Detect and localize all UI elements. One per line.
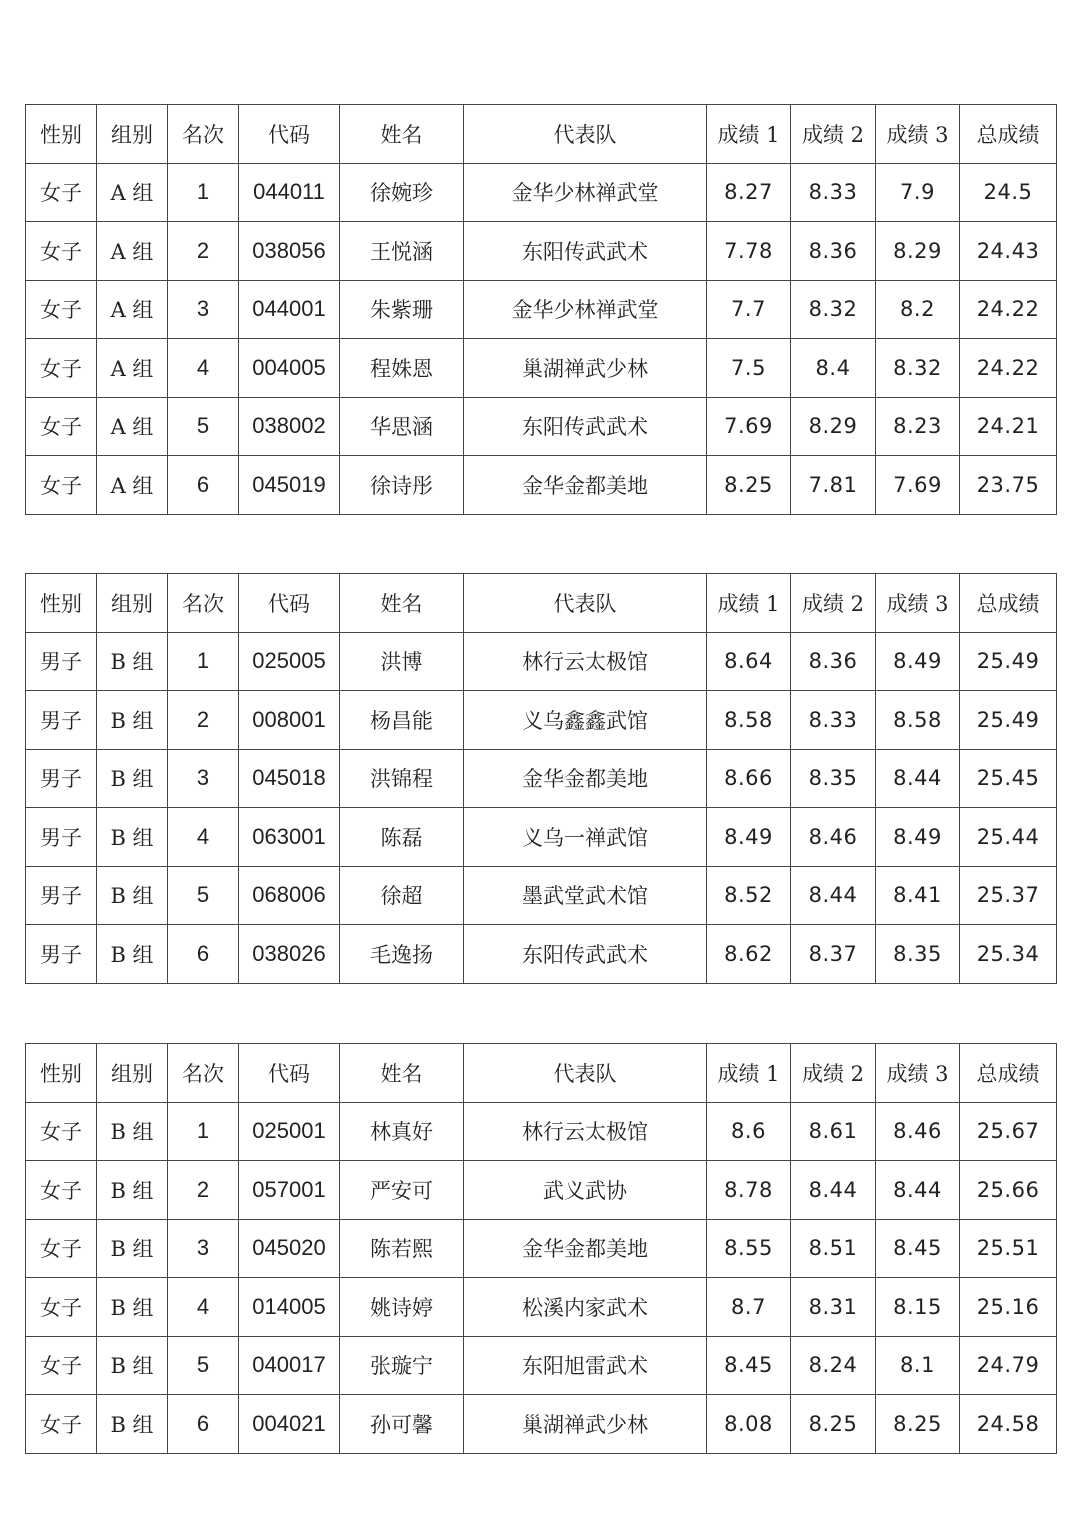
cell-rank: 3 bbox=[168, 1219, 239, 1278]
cell-team: 义乌鑫鑫武馆 bbox=[464, 691, 707, 750]
cell-rank: 4 bbox=[168, 1278, 239, 1337]
cell-name: 严安可 bbox=[340, 1161, 464, 1220]
cell-score-3: 8.2 bbox=[876, 280, 960, 339]
cell-score-3: 8.46 bbox=[876, 1102, 960, 1161]
cell-name: 朱紫珊 bbox=[340, 280, 464, 339]
cell-score-2: 8.33 bbox=[791, 691, 876, 750]
cell-name: 姚诗婷 bbox=[340, 1278, 464, 1337]
cell-group: A 组 bbox=[97, 397, 168, 456]
cell-name: 陈磊 bbox=[340, 808, 464, 867]
cell-score-2: 8.36 bbox=[791, 222, 876, 281]
cell-rank: 3 bbox=[168, 280, 239, 339]
cell-group: B 组 bbox=[97, 808, 168, 867]
header-score-1: 成绩 1 bbox=[707, 574, 791, 633]
cell-rank: 5 bbox=[168, 1336, 239, 1395]
cell-score-1: 8.78 bbox=[707, 1161, 791, 1220]
cell-total-score: 24.43 bbox=[960, 222, 1057, 281]
results-table-3 bbox=[25, 1043, 1057, 1454]
cell-rank: 6 bbox=[168, 925, 239, 984]
header-rank: 名次 bbox=[168, 1044, 239, 1103]
cell-group: B 组 bbox=[97, 691, 168, 750]
cell-total-score: 25.49 bbox=[960, 632, 1057, 691]
cell-code: 004021 bbox=[239, 1395, 340, 1454]
header-code: 代码 bbox=[239, 1044, 340, 1103]
cell-code: 045020 bbox=[239, 1219, 340, 1278]
cell-rank: 5 bbox=[168, 866, 239, 925]
cell-score-1: 8.52 bbox=[707, 866, 791, 925]
cell-score-2: 8.46 bbox=[791, 808, 876, 867]
table-row bbox=[26, 632, 1057, 691]
cell-team: 金华金都美地 bbox=[464, 749, 707, 808]
cell-team: 林行云太极馆 bbox=[464, 1102, 707, 1161]
cell-total-score: 25.37 bbox=[960, 866, 1057, 925]
cell-total-score: 24.58 bbox=[960, 1395, 1057, 1454]
cell-code: 008001 bbox=[239, 691, 340, 750]
cell-gender: 男子 bbox=[26, 749, 97, 808]
header-row bbox=[26, 1044, 1057, 1103]
cell-team: 金华少林禅武堂 bbox=[464, 163, 707, 222]
header-score-3: 成绩 3 bbox=[876, 574, 960, 633]
table-row bbox=[26, 691, 1057, 750]
cell-total-score: 24.79 bbox=[960, 1336, 1057, 1395]
cell-code: 044001 bbox=[239, 280, 340, 339]
cell-total-score: 25.67 bbox=[960, 1102, 1057, 1161]
cell-total-score: 24.21 bbox=[960, 397, 1057, 456]
cell-name: 徐超 bbox=[340, 866, 464, 925]
cell-name: 华思涵 bbox=[340, 397, 464, 456]
header-team: 代表队 bbox=[464, 1044, 707, 1103]
cell-name: 洪锦程 bbox=[340, 749, 464, 808]
header-group: 组别 bbox=[97, 105, 168, 164]
cell-score-3: 8.44 bbox=[876, 749, 960, 808]
cell-code: 038056 bbox=[239, 222, 340, 281]
cell-gender: 女子 bbox=[26, 1395, 97, 1454]
cell-score-3: 8.49 bbox=[876, 808, 960, 867]
cell-code: 025005 bbox=[239, 632, 340, 691]
cell-score-1: 8.62 bbox=[707, 925, 791, 984]
cell-gender: 男子 bbox=[26, 866, 97, 925]
header-code: 代码 bbox=[239, 574, 340, 633]
cell-team: 东阳传武武术 bbox=[464, 397, 707, 456]
cell-code: 004005 bbox=[239, 339, 340, 398]
header-name: 姓名 bbox=[340, 1044, 464, 1103]
header-group: 组别 bbox=[97, 574, 168, 633]
cell-score-3: 8.29 bbox=[876, 222, 960, 281]
cell-gender: 女子 bbox=[26, 1278, 97, 1337]
cell-score-1: 8.49 bbox=[707, 808, 791, 867]
table-row bbox=[26, 397, 1057, 456]
cell-gender: 男子 bbox=[26, 632, 97, 691]
table-row bbox=[26, 222, 1057, 281]
cell-score-3: 8.32 bbox=[876, 339, 960, 398]
cell-team: 巢湖禅武少林 bbox=[464, 339, 707, 398]
cell-gender: 女子 bbox=[26, 1161, 97, 1220]
table-row bbox=[26, 1219, 1057, 1278]
cell-name: 徐诗彤 bbox=[340, 456, 464, 515]
cell-score-1: 7.7 bbox=[707, 280, 791, 339]
cell-name: 程姝恩 bbox=[340, 339, 464, 398]
cell-score-2: 8.31 bbox=[791, 1278, 876, 1337]
cell-score-3: 8.15 bbox=[876, 1278, 960, 1337]
cell-rank: 4 bbox=[168, 808, 239, 867]
cell-rank: 3 bbox=[168, 749, 239, 808]
table-row bbox=[26, 163, 1057, 222]
cell-score-2: 8.25 bbox=[791, 1395, 876, 1454]
cell-score-1: 7.69 bbox=[707, 397, 791, 456]
table-row bbox=[26, 749, 1057, 808]
cell-rank: 2 bbox=[168, 222, 239, 281]
header-gender: 性别 bbox=[26, 105, 97, 164]
cell-rank: 5 bbox=[168, 397, 239, 456]
cell-gender: 女子 bbox=[26, 339, 97, 398]
table-row bbox=[26, 339, 1057, 398]
cell-score-3: 8.49 bbox=[876, 632, 960, 691]
cell-team: 金华金都美地 bbox=[464, 456, 707, 515]
cell-name: 杨昌能 bbox=[340, 691, 464, 750]
cell-score-1: 8.45 bbox=[707, 1336, 791, 1395]
header-total-score: 总成绩 bbox=[960, 1044, 1057, 1103]
header-total-score: 总成绩 bbox=[960, 105, 1057, 164]
header-rank: 名次 bbox=[168, 105, 239, 164]
cell-score-3: 8.23 bbox=[876, 397, 960, 456]
cell-gender: 女子 bbox=[26, 1102, 97, 1161]
cell-name: 徐婉珍 bbox=[340, 163, 464, 222]
cell-name: 孙可馨 bbox=[340, 1395, 464, 1454]
cell-team: 东阳传武武术 bbox=[464, 222, 707, 281]
header-name: 姓名 bbox=[340, 105, 464, 164]
table-row bbox=[26, 808, 1057, 867]
cell-code: 045019 bbox=[239, 456, 340, 515]
cell-code: 044011 bbox=[239, 163, 340, 222]
cell-rank: 1 bbox=[168, 1102, 239, 1161]
cell-code: 057001 bbox=[239, 1161, 340, 1220]
cell-group: B 组 bbox=[97, 632, 168, 691]
header-gender: 性别 bbox=[26, 1044, 97, 1103]
cell-total-score: 25.16 bbox=[960, 1278, 1057, 1337]
cell-total-score: 24.22 bbox=[960, 280, 1057, 339]
cell-team: 金华少林禅武堂 bbox=[464, 280, 707, 339]
cell-group: A 组 bbox=[97, 163, 168, 222]
header-team: 代表队 bbox=[464, 574, 707, 633]
cell-code: 063001 bbox=[239, 808, 340, 867]
header-name: 姓名 bbox=[340, 574, 464, 633]
cell-name: 王悦涵 bbox=[340, 222, 464, 281]
cell-group: B 组 bbox=[97, 749, 168, 808]
cell-gender: 男子 bbox=[26, 925, 97, 984]
cell-gender: 男子 bbox=[26, 808, 97, 867]
table-row bbox=[26, 925, 1057, 984]
cell-code: 040017 bbox=[239, 1336, 340, 1395]
cell-gender: 女子 bbox=[26, 163, 97, 222]
table-row bbox=[26, 866, 1057, 925]
cell-total-score: 25.66 bbox=[960, 1161, 1057, 1220]
header-gender: 性别 bbox=[26, 574, 97, 633]
results-table-2 bbox=[25, 573, 1057, 984]
cell-score-3: 8.58 bbox=[876, 691, 960, 750]
cell-rank: 6 bbox=[168, 456, 239, 515]
cell-group: B 组 bbox=[97, 1278, 168, 1337]
header-score-1: 成绩 1 bbox=[707, 1044, 791, 1103]
cell-gender: 女子 bbox=[26, 397, 97, 456]
cell-name: 林真好 bbox=[340, 1102, 464, 1161]
header-score-3: 成绩 3 bbox=[876, 1044, 960, 1103]
cell-code: 014005 bbox=[239, 1278, 340, 1337]
cell-total-score: 25.45 bbox=[960, 749, 1057, 808]
cell-group: B 组 bbox=[97, 1395, 168, 1454]
table-row bbox=[26, 280, 1057, 339]
cell-gender: 男子 bbox=[26, 691, 97, 750]
cell-group: B 组 bbox=[97, 1161, 168, 1220]
cell-team: 义乌一禅武馆 bbox=[464, 808, 707, 867]
cell-score-3: 8.41 bbox=[876, 866, 960, 925]
header-score-2: 成绩 2 bbox=[791, 574, 876, 633]
cell-score-1: 8.25 bbox=[707, 456, 791, 515]
cell-score-1: 8.27 bbox=[707, 163, 791, 222]
cell-group: B 组 bbox=[97, 925, 168, 984]
cell-score-2: 8.51 bbox=[791, 1219, 876, 1278]
cell-score-2: 8.44 bbox=[791, 866, 876, 925]
header-group: 组别 bbox=[97, 1044, 168, 1103]
cell-team: 东阳传武武术 bbox=[464, 925, 707, 984]
cell-team: 武义武协 bbox=[464, 1161, 707, 1220]
cell-group: B 组 bbox=[97, 1336, 168, 1395]
cell-score-1: 7.5 bbox=[707, 339, 791, 398]
cell-rank: 2 bbox=[168, 691, 239, 750]
cell-group: A 组 bbox=[97, 456, 168, 515]
cell-team: 林行云太极馆 bbox=[464, 632, 707, 691]
cell-score-2: 8.61 bbox=[791, 1102, 876, 1161]
cell-code: 038026 bbox=[239, 925, 340, 984]
cell-score-2: 8.44 bbox=[791, 1161, 876, 1220]
table-row bbox=[26, 1161, 1057, 1220]
cell-score-1: 8.55 bbox=[707, 1219, 791, 1278]
cell-gender: 女子 bbox=[26, 1219, 97, 1278]
cell-score-3: 8.44 bbox=[876, 1161, 960, 1220]
cell-group: B 组 bbox=[97, 866, 168, 925]
cell-team: 墨武堂武术馆 bbox=[464, 866, 707, 925]
cell-gender: 女子 bbox=[26, 280, 97, 339]
cell-score-2: 8.24 bbox=[791, 1336, 876, 1395]
table-row bbox=[26, 1102, 1057, 1161]
header-score-1: 成绩 1 bbox=[707, 105, 791, 164]
cell-group: B 组 bbox=[97, 1219, 168, 1278]
cell-score-1: 8.66 bbox=[707, 749, 791, 808]
cell-total-score: 24.5 bbox=[960, 163, 1057, 222]
cell-total-score: 23.75 bbox=[960, 456, 1057, 515]
cell-code: 068006 bbox=[239, 866, 340, 925]
cell-score-2: 7.81 bbox=[791, 456, 876, 515]
cell-score-2: 8.29 bbox=[791, 397, 876, 456]
header-score-2: 成绩 2 bbox=[791, 105, 876, 164]
cell-score-1: 7.78 bbox=[707, 222, 791, 281]
cell-total-score: 25.51 bbox=[960, 1219, 1057, 1278]
cell-score-2: 8.37 bbox=[791, 925, 876, 984]
table-row bbox=[26, 1395, 1057, 1454]
cell-score-2: 8.32 bbox=[791, 280, 876, 339]
header-rank: 名次 bbox=[168, 574, 239, 633]
cell-rank: 1 bbox=[168, 163, 239, 222]
table-row bbox=[26, 1336, 1057, 1395]
header-team: 代表队 bbox=[464, 105, 707, 164]
header-score-3: 成绩 3 bbox=[876, 105, 960, 164]
cell-gender: 女子 bbox=[26, 222, 97, 281]
cell-total-score: 25.49 bbox=[960, 691, 1057, 750]
cell-gender: 女子 bbox=[26, 456, 97, 515]
cell-rank: 6 bbox=[168, 1395, 239, 1454]
cell-total-score: 25.44 bbox=[960, 808, 1057, 867]
cell-team: 巢湖禅武少林 bbox=[464, 1395, 707, 1454]
cell-score-1: 8.64 bbox=[707, 632, 791, 691]
cell-code: 025001 bbox=[239, 1102, 340, 1161]
cell-score-1: 8.6 bbox=[707, 1102, 791, 1161]
header-row bbox=[26, 574, 1057, 633]
cell-name: 张璇宁 bbox=[340, 1336, 464, 1395]
cell-score-3: 8.45 bbox=[876, 1219, 960, 1278]
cell-total-score: 24.22 bbox=[960, 339, 1057, 398]
cell-score-2: 8.35 bbox=[791, 749, 876, 808]
results-table-1 bbox=[25, 104, 1057, 515]
cell-group: A 组 bbox=[97, 339, 168, 398]
cell-score-1: 8.7 bbox=[707, 1278, 791, 1337]
cell-group: A 组 bbox=[97, 280, 168, 339]
table-row bbox=[26, 456, 1057, 515]
cell-score-3: 8.35 bbox=[876, 925, 960, 984]
cell-total-score: 25.34 bbox=[960, 925, 1057, 984]
cell-rank: 2 bbox=[168, 1161, 239, 1220]
cell-score-1: 8.58 bbox=[707, 691, 791, 750]
cell-score-3: 7.9 bbox=[876, 163, 960, 222]
cell-code: 038002 bbox=[239, 397, 340, 456]
cell-score-3: 7.69 bbox=[876, 456, 960, 515]
cell-rank: 1 bbox=[168, 632, 239, 691]
cell-score-2: 8.36 bbox=[791, 632, 876, 691]
cell-group: B 组 bbox=[97, 1102, 168, 1161]
cell-team: 东阳旭雷武术 bbox=[464, 1336, 707, 1395]
cell-name: 陈若熙 bbox=[340, 1219, 464, 1278]
cell-score-1: 8.08 bbox=[707, 1395, 791, 1454]
header-code: 代码 bbox=[239, 105, 340, 164]
header-total-score: 总成绩 bbox=[960, 574, 1057, 633]
header-score-2: 成绩 2 bbox=[791, 1044, 876, 1103]
cell-name: 洪博 bbox=[340, 632, 464, 691]
cell-score-2: 8.33 bbox=[791, 163, 876, 222]
cell-team: 松溪内家武术 bbox=[464, 1278, 707, 1337]
cell-score-2: 8.4 bbox=[791, 339, 876, 398]
header-row bbox=[26, 105, 1057, 164]
cell-score-3: 8.25 bbox=[876, 1395, 960, 1454]
cell-rank: 4 bbox=[168, 339, 239, 398]
cell-group: A 组 bbox=[97, 222, 168, 281]
cell-team: 金华金都美地 bbox=[464, 1219, 707, 1278]
cell-code: 045018 bbox=[239, 749, 340, 808]
cell-score-3: 8.1 bbox=[876, 1336, 960, 1395]
cell-name: 毛逸扬 bbox=[340, 925, 464, 984]
table-row bbox=[26, 1278, 1057, 1337]
cell-gender: 女子 bbox=[26, 1336, 97, 1395]
